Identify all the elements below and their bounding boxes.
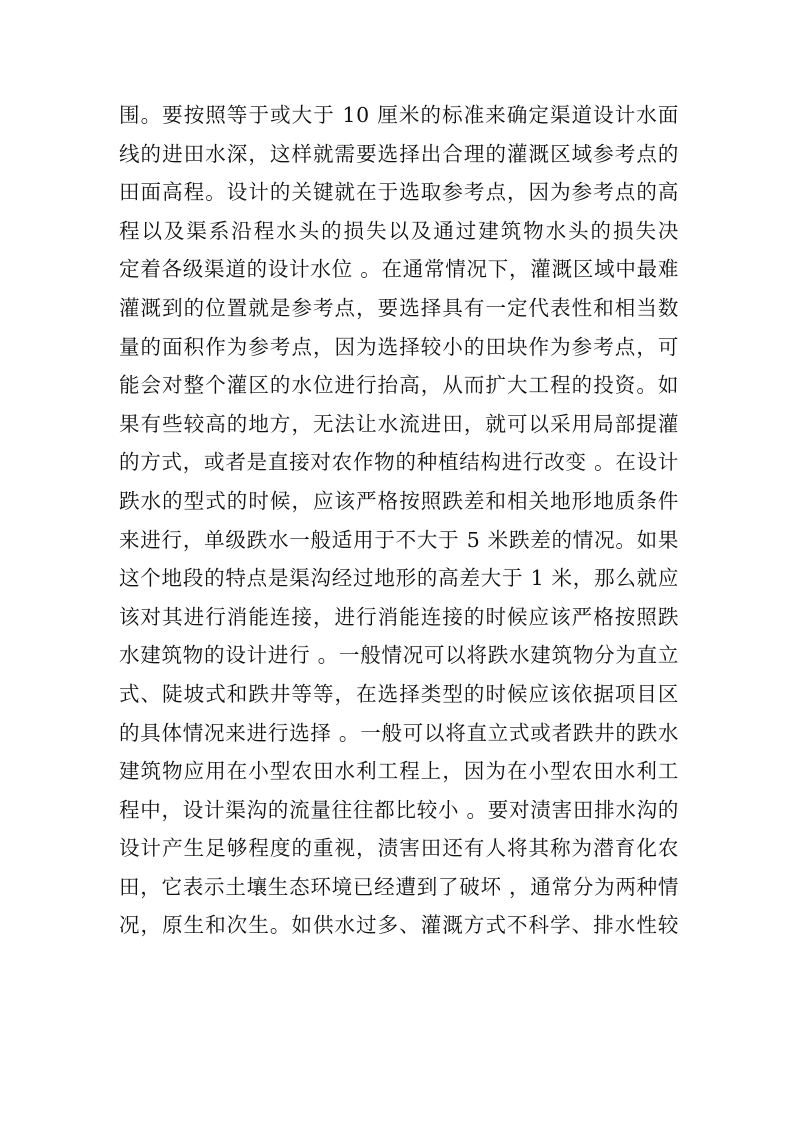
text-line: 的具体情况来进行选择 。一般可以将直立式或者跌井的跌水 [119,720,679,745]
text-line: 田，它表示土壤生态环境已经遭到了破坏 ，通常分为两种情 [119,874,679,899]
text-line: 果有些较高的地方，无法让水流进田，就可以采用局部提灌 [119,411,679,436]
text-line: 水建筑物的设计进行 。一般情况可以将跌水建筑物分为直立 [119,643,679,668]
text-line: 程中，设计渠沟的流量往往都比较小 。要对渍害田排水沟的 [119,797,679,822]
text-line: 况，原生和次生。如供水过多、灌溉方式不科学、排水性较 [119,913,679,938]
text-line: 量的面积作为参考点，因为选择较小的田块作为参考点，可 [119,334,679,359]
text-line: 田面高程。设计的关键就在于选取参考点，因为参考点的高 [119,180,679,205]
text-line: 定着各级渠道的设计水位 。在通常情况下，灌溉区域中最难 [119,257,679,282]
text-line: 跌水的型式的时候，应该严格按照跌差和相关地形地质条件 [119,488,679,513]
text-line: 这个地段的特点是渠沟经过地形的高差大于 1 米，那么就应 [119,566,679,591]
text-line: 能会对整个灌区的水位进行抬高，从而扩大工程的投资。如 [119,373,679,398]
text-line: 灌溉到的位置就是参考点，要选择具有一定代表性和相当数 [119,295,679,320]
text-line: 线的进田水深，这样就需要选择出合理的灌溉区域参考点的 [119,141,679,166]
text-line: 式、陡坡式和跌井等等，在选择类型的时候应该依据项目区 [119,681,679,706]
text-line: 该对其进行消能连接，进行消能连接的时候应该严格按照跌 [119,604,679,629]
text-line: 来进行，单级跌水一般适用于不大于 5 米跌差的情况。如果 [119,527,679,552]
text-line: 围。要按照等于或大于 10 厘米的标准来确定渠道设计水面 [119,103,679,127]
text-line: 的方式，或者是直接对农作物的种植结构进行改变 。在设计 [119,450,679,475]
text-line: 程以及渠系沿程水头的损失以及通过建筑物水头的损失决 [119,218,679,243]
text-line: 设计产生足够程度的重视，渍害田还有人将其称为潜育化农 [119,836,679,861]
body-paragraph [119,96,679,945]
text-line: 建筑物应用在小型农田水利工程上，因为在小型农田水利工 [119,759,679,784]
